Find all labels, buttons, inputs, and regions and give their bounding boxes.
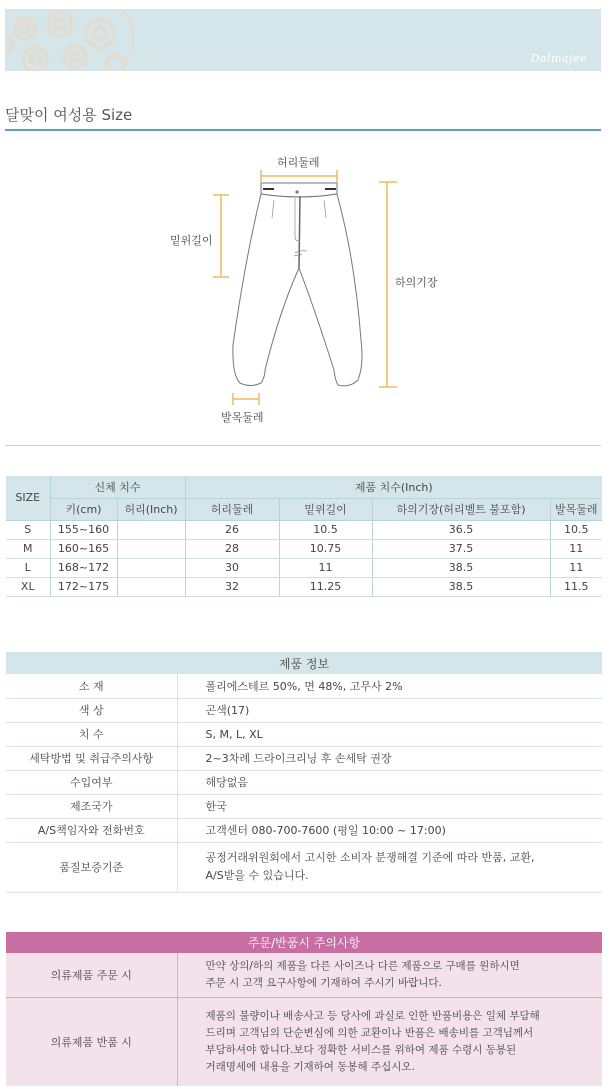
notice-line: 거래명세에 내용을 기재하여 동봉해 주십시오. [205, 1060, 415, 1073]
cell-length: 38.5 [372, 577, 550, 596]
header-product-measurements: 제품 치수(Inch) [185, 476, 602, 498]
cell-hem: 10.5 [550, 520, 602, 539]
brand-logo: Dalmajee [530, 52, 587, 65]
size-table [6, 476, 602, 597]
table-row [6, 558, 602, 577]
label-hem: 발목둘레 [221, 411, 264, 424]
cell-hem: 11 [550, 539, 602, 558]
info-label: 세탁방법 및 취급주의사항 [6, 746, 177, 770]
page-title: 달맞이 여성용 Size [5, 106, 133, 124]
column-hem: 발목둘레 [550, 498, 602, 520]
info-row-warranty [6, 842, 602, 892]
column-body-waist: 허리(Inch) [117, 498, 185, 520]
info-value-line: A/S받을 수 있습니다. [205, 869, 309, 882]
notice-row-order [6, 953, 602, 998]
cell-body-waist [117, 558, 185, 577]
cell-rise: 10.75 [279, 539, 372, 558]
info-value: 고객센터 080-700-7600 (평일 10:00 ~ 17:00) [177, 818, 602, 842]
cell-size: M [6, 539, 50, 558]
cell-hem: 11 [550, 558, 602, 577]
info-value-line: 공정거래위원회에서 고시한 소비자 분쟁해결 기준에 따라 반품, 교환, [205, 851, 535, 864]
cell-body-waist [117, 577, 185, 596]
pants-diagram-icon [150, 140, 470, 440]
info-value: 2~3차례 드라이크리닝 후 손세탁 권장 [177, 746, 602, 770]
cell-size: L [6, 558, 50, 577]
notice-label: 의류제품 주문 시 [6, 953, 177, 998]
notice-text [177, 998, 602, 1086]
cell-length: 38.5 [372, 558, 550, 577]
info-label: 치 수 [6, 722, 177, 746]
info-row-care [6, 746, 602, 770]
info-label: 제조국가 [6, 794, 177, 818]
cell-length: 37.5 [372, 539, 550, 558]
cell-rise: 10.5 [279, 520, 372, 539]
info-value: 한국 [177, 794, 602, 818]
notice-line: 드리며 고객님의 단순변심에 의한 교환이나 반품은 배송비를 고객님께서 [205, 1026, 534, 1039]
notice-label: 의류제품 반품 시 [6, 998, 177, 1086]
label-waist: 허리둘레 [277, 156, 320, 169]
column-rise: 밑위길이 [279, 498, 372, 520]
cell-size: S [6, 520, 50, 539]
notice-line: 제품의 불량이나 배송사고 등 당사에 과실로 인한 반품비용은 일체 부담해 [205, 1009, 540, 1022]
title-divider [5, 129, 601, 131]
product-info-table [6, 652, 602, 893]
cell-height: 160~165 [50, 539, 117, 558]
column-length: 하의기장(허리벨트 불포함) [372, 498, 550, 520]
info-label: 색 상 [6, 698, 177, 722]
info-row-color [6, 698, 602, 722]
cell-height: 168~172 [50, 558, 117, 577]
cell-height: 155~160 [50, 520, 117, 539]
label-length: 하의기장 [395, 276, 438, 289]
info-label: A/S책임자와 전화번호 [6, 818, 177, 842]
info-label: 수입여부 [6, 770, 177, 794]
column-waist: 허리둘레 [185, 498, 279, 520]
cell-body-waist [117, 520, 185, 539]
info-label: 소 재 [6, 674, 177, 698]
info-row-material [6, 674, 602, 698]
info-row-import [6, 770, 602, 794]
cell-hem: 11.5 [550, 577, 602, 596]
cell-waist: 32 [185, 577, 279, 596]
cell-waist: 28 [185, 539, 279, 558]
table-row [6, 520, 602, 539]
notice-line: 만약 상의/하의 제품을 다른 사이즈나 다른 제품으로 구매를 원하시면 [205, 960, 520, 972]
notice-row-return [6, 998, 602, 1086]
size-diagram [150, 140, 470, 440]
info-value: 곤색(17) [177, 698, 602, 722]
cell-height: 172~175 [50, 577, 117, 596]
header-banner [5, 9, 601, 71]
header-body-measurements: 신체 치수 [50, 476, 185, 498]
info-value: 해당없음 [177, 770, 602, 794]
notice-line: 주문 시 고객 요구사항에 기재하여 주시기 바랍니다. [205, 977, 442, 989]
column-height: 키(cm) [50, 498, 117, 520]
product-info-title: 제품 정보 [6, 652, 602, 674]
notice-text [177, 953, 602, 998]
info-value: S, M, L, XL [177, 722, 602, 746]
info-row-origin [6, 794, 602, 818]
cell-length: 36.5 [372, 520, 550, 539]
label-rise: 밑위길이 [170, 234, 213, 247]
notice-title: 주문/반품시 주의사항 [6, 932, 602, 953]
info-row-sizes [6, 722, 602, 746]
notice-line: 부담하셔야 합니다.보다 정확한 서비스를 위하여 제품 수령시 동봉된 [205, 1043, 517, 1056]
cell-waist: 26 [185, 520, 279, 539]
info-label: 품질보증기준 [6, 842, 177, 892]
cell-waist: 30 [185, 558, 279, 577]
info-value [177, 842, 602, 892]
cell-body-waist [117, 539, 185, 558]
table-row [6, 539, 602, 558]
header-size: SIZE [6, 476, 50, 520]
swirl-pattern-icon [5, 9, 145, 71]
cell-size: XL [6, 577, 50, 596]
section-divider [5, 445, 601, 446]
table-row [6, 577, 602, 596]
info-row-as-contact [6, 818, 602, 842]
order-return-notice-table [6, 932, 602, 1086]
cell-rise: 11 [279, 558, 372, 577]
info-value: 폴리에스테르 50%, 면 48%, 고무사 2% [177, 674, 602, 698]
cell-rise: 11.25 [279, 577, 372, 596]
